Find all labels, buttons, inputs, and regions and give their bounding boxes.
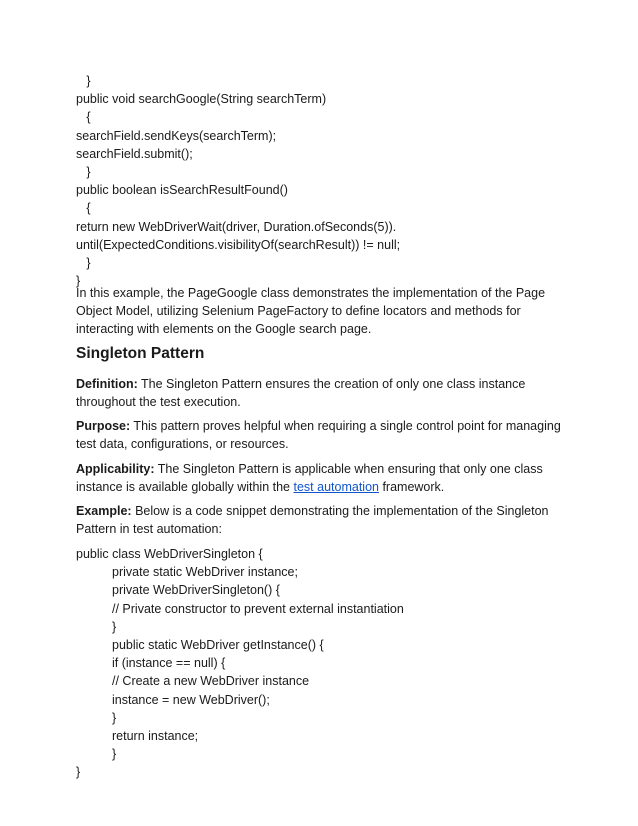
code-line: } xyxy=(76,165,91,180)
code-line: searchField.submit(); xyxy=(76,146,193,161)
section-heading: Singleton Pattern xyxy=(76,345,205,362)
code-line: } xyxy=(76,274,81,289)
code-block-page-google xyxy=(76,72,400,290)
example-paragraph xyxy=(76,502,576,538)
applicability-after: framework. xyxy=(378,480,445,494)
code-line: searchField.sendKeys(searchTerm); xyxy=(76,128,277,143)
code-line: { xyxy=(76,110,91,125)
code-line: // Create a new WebDriver instance xyxy=(112,674,310,689)
code-line: } xyxy=(112,710,117,725)
applicability-text: The Singleton Pattern is applicable when ensuring that only one class instance is available globally within the xyxy=(76,462,543,494)
code-line: if (instance == null) { xyxy=(112,656,226,671)
example-text: Below is a code snippet demonstrating the implementation of the Singleton Pattern in test automation: xyxy=(76,504,549,536)
definition-label: Definition: xyxy=(76,377,138,391)
code-line: public boolean isSearchResultFound() xyxy=(76,183,288,198)
code-line: private static WebDriver instance; xyxy=(112,565,298,580)
test-automation-link[interactable]: test automation xyxy=(293,480,379,494)
purpose-paragraph xyxy=(76,417,576,453)
applicability-label: Applicability: xyxy=(76,462,155,476)
code-line: return instance; xyxy=(112,729,199,744)
code-line: public void searchGoogle(String searchTerm) xyxy=(76,92,327,107)
code-line: } xyxy=(112,747,117,762)
code-line: } xyxy=(112,619,117,634)
code-line: until(ExpectedConditions.visibilityOf(searchResult)) != null; xyxy=(76,237,401,252)
intro-paragraph: In this example, the PageGoogle class demonstrates the implementation of the Page Object Model, utilizing Selenium PageFactory to define locators and methods for interacting with elements on the Google search page. xyxy=(76,286,546,336)
example-label: Example: xyxy=(76,504,132,518)
code-line: return new WebDriverWait(driver, Duration.ofSeconds(5)). xyxy=(76,219,397,234)
code-line: // Private constructor to prevent external instantiation xyxy=(112,601,404,616)
code-line: } xyxy=(76,74,91,88)
applicability-paragraph xyxy=(76,460,576,496)
code-line: private WebDriverSingleton() { xyxy=(112,583,280,598)
definition-paragraph xyxy=(76,375,576,411)
purpose-text: This pattern proves helpful when requiring a single control point for managing test data, configurations, or resources. xyxy=(76,419,561,451)
code-line: public class WebDriverSingleton { xyxy=(76,547,263,561)
definition-text: The Singleton Pattern ensures the creation of only one class instance throughout the test execution. xyxy=(76,377,526,409)
purpose-label: Purpose: xyxy=(76,419,131,433)
code-line: { xyxy=(76,201,91,216)
code-line: instance = new WebDriver(); xyxy=(112,692,270,707)
code-block-singleton xyxy=(76,545,404,782)
code-line: } xyxy=(76,765,81,780)
code-line: } xyxy=(76,256,91,271)
code-line: public static WebDriver getInstance() { xyxy=(112,638,324,653)
